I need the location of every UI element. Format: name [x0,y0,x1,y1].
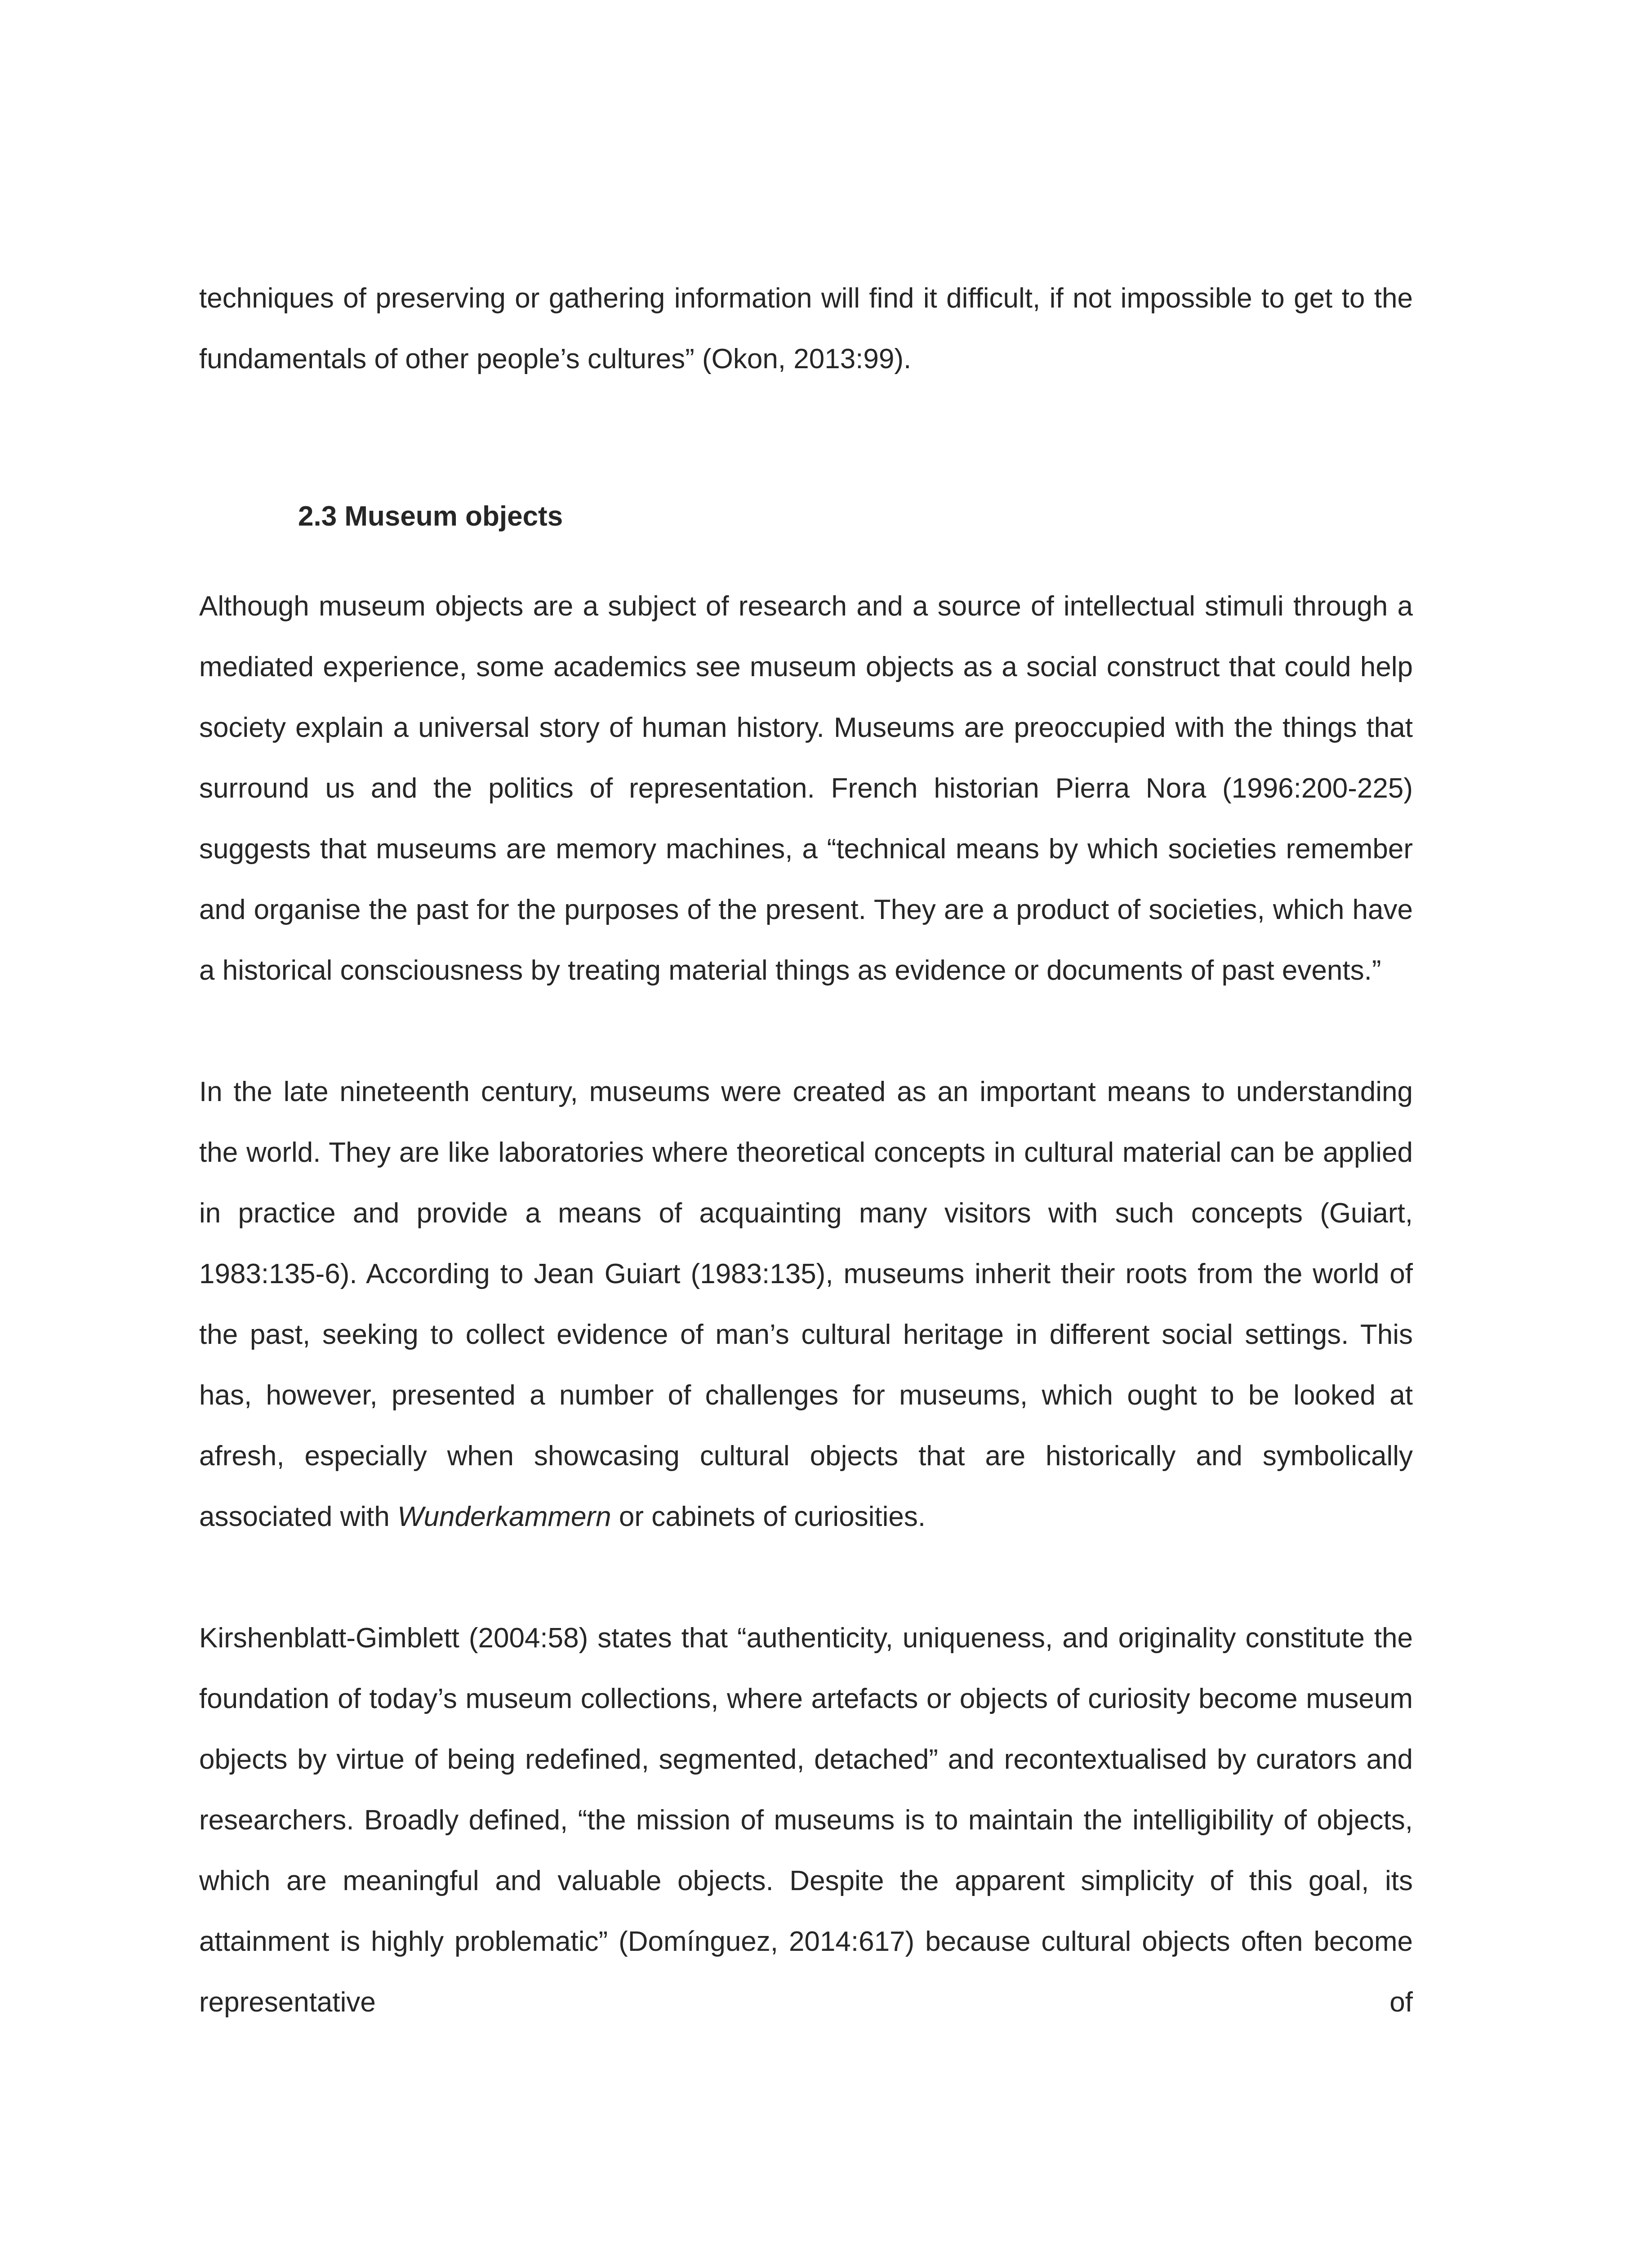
paragraph-authenticity: Kirshenblatt-Gimblett (2004:58) states that “authenticity, uniqueness, and originality constitute the foundation of today’s museum collections, where artefacts or objects of curiosity become museum objects by virtue of being redefined, segmented, detached” and recontextualised by curators and researchers. Broadly defined, “the mission of museums is to maintain the intelligibility of objects, which are meaningful and valuable objects. Despite the apparent simplicity of this goal, its attainment is highly problematic” (Domínguez, 2014:617) because cultural objects often become representative of [199,1623,1413,2018]
paragraph-nineteenth-century [199,1062,1413,1547]
paragraph-text-end: or cabinets of curiosities. [611,1501,926,1532]
section-heading: 2.3 Museum objects [298,501,563,532]
page-body [199,268,1413,2033]
italic-term: Wunderkammern [397,1501,611,1532]
paragraph-text-start: In the late nineteenth century, museums were created as an important means to understanding the world. They are like laboratories where theoretical concepts in cultural material can be applied in practice and provide a means of acquainting many visitors with such concepts (Guiart, 1983:135-6). According to Jean Guiart (1983:135), museums inherit their roots from the world of the past, seeking to collect evidence of man’s cultural heritage in different social settings. This has, however, presented a number of challenges for museums, which ought to be looked at afresh, especially when showcasing cultural objects that are historically and symbolically associated with [199,1076,1413,1532]
continuation-paragraph: techniques of preserving or gathering information will find it difficult, if not impossible to get to the fundamentals of other people’s cultures” (Okon, 2013:99). [199,283,1413,375]
paragraph-museum-memory: Although museum objects are a subject of research and a source of intellectual stimuli through a mediated experience, some academics see museum objects as a social construct that could help society explain a universal story of human history. Museums are preoccupied with the things that surround us and the politics of representation. French historian Pierra Nora (1996:200-225) suggests that museums are memory machines, a “technical means by which societies remember and organise the past for the purposes of the present. They are a product of societies, which have a historical consciousness by treating material things as evidence or documents of past events.” [199,591,1413,986]
